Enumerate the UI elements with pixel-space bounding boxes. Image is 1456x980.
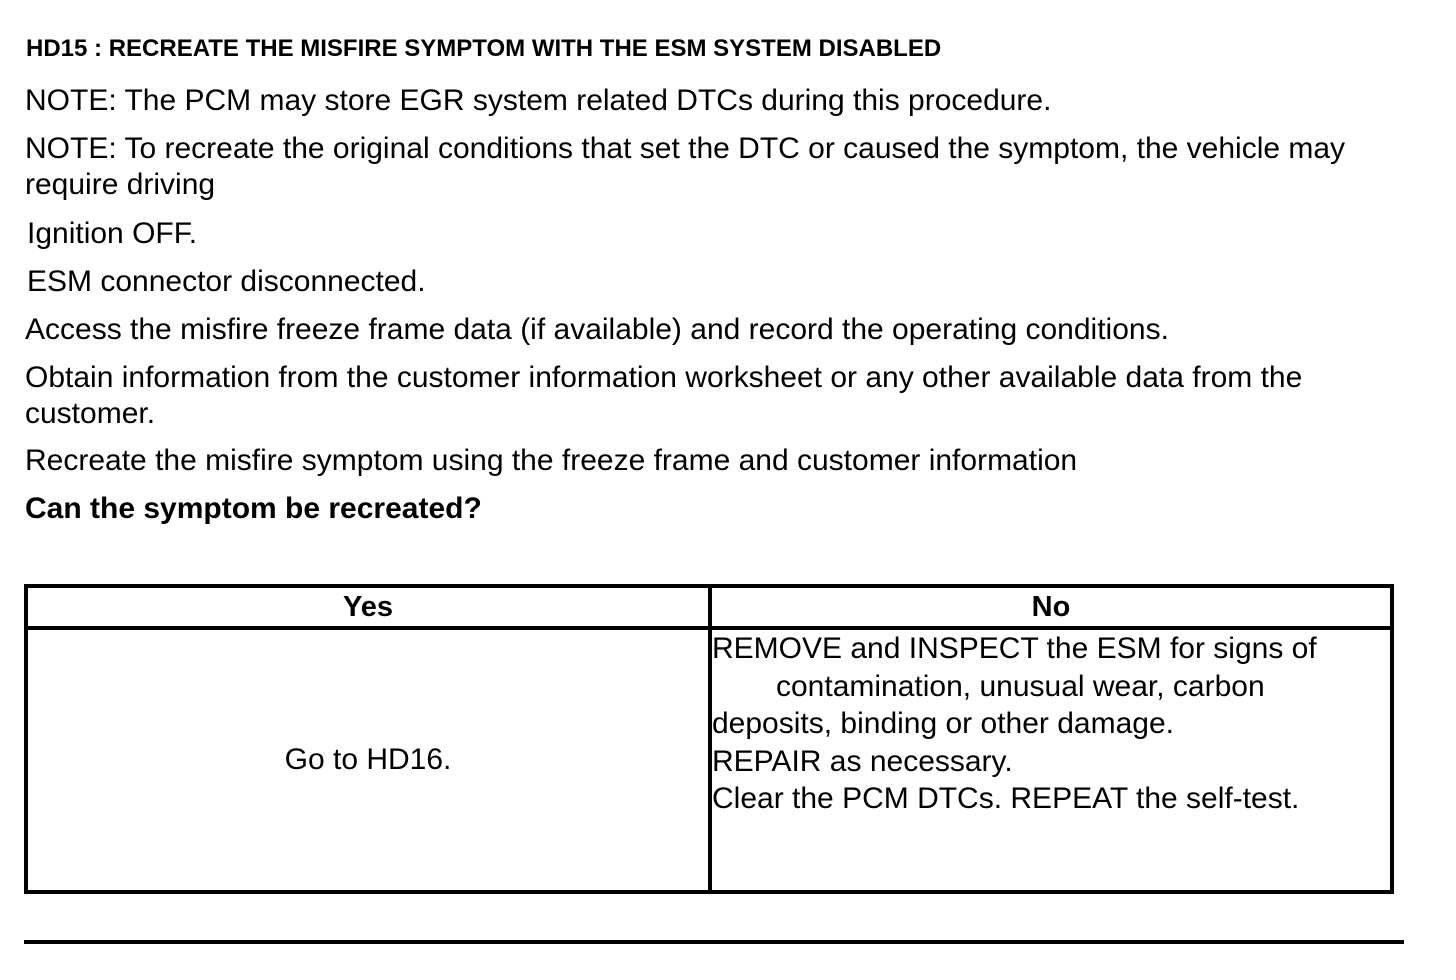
- no-action-line: deposits, binding or other damage.: [712, 707, 1174, 740]
- instruction-customer-info: Obtain information from the customer information worksheet or any other available data from the customer.: [25, 361, 1303, 430]
- outcome-table: [24, 584, 1394, 894]
- header-yes: Yes: [26, 586, 710, 628]
- outcome-body-row: [26, 628, 1392, 892]
- step-heading: HD15 : RECREATE THE MISFIRE SYMPTOM WITH THE ESM SYSTEM DISABLED: [26, 35, 942, 62]
- no-action: [710, 628, 1392, 892]
- no-action-line: contamination, unusual wear, carbon: [776, 669, 1265, 703]
- condition-ignition: Ignition OFF.: [27, 217, 198, 250]
- instruction-recreate: Recreate the misfire symptom using the freeze frame and customer information: [25, 444, 1078, 477]
- outcome-header-row: [26, 586, 1392, 628]
- condition-esm-connector: ESM connector disconnected.: [27, 265, 426, 298]
- no-action-line: REPAIR as necessary.: [712, 744, 1013, 778]
- question: Can the symptom be recreated?: [25, 492, 482, 525]
- instruction-freeze-frame: Access the misfire freeze frame data (if available) and record the operating conditions.: [25, 313, 1169, 346]
- yes-action: Go to HD16.: [26, 628, 710, 892]
- bottom-divider: [24, 940, 1404, 944]
- no-action-line: REMOVE and INSPECT the ESM for signs of: [712, 632, 1317, 665]
- note-pcm-egr: NOTE: The PCM may store EGR system related DTCs during this procedure.: [25, 84, 1052, 117]
- no-action-line: Clear the PCM DTCs. REPEAT the self-test.: [712, 782, 1300, 815]
- note-recreate-conditions: NOTE: To recreate the original conditions that set the DTC or caused the symptom, the vehicle may require driving: [25, 132, 1346, 201]
- header-no: No: [710, 586, 1392, 628]
